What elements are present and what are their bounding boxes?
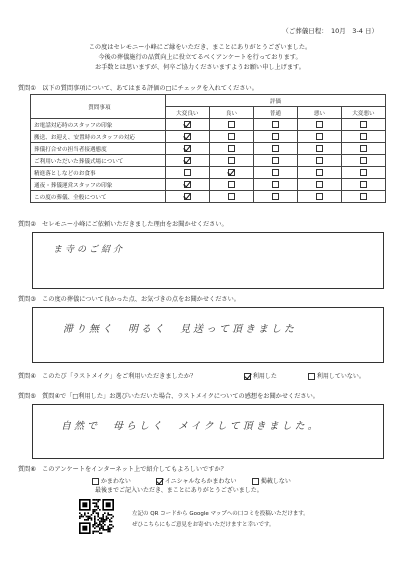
rating-checkbox[interactable] [360,133,367,140]
rating-cell [165,143,209,155]
rating-checkbox[interactable] [272,157,279,164]
rating-checkbox[interactable] [360,169,367,176]
intro-text [0,43,400,73]
rating-cell [297,143,341,155]
rating-cell [253,179,297,191]
rating-checkbox[interactable] [228,181,235,188]
rating-cell [297,155,341,167]
q2-answer-box[interactable] [32,232,384,289]
closing-text: 最後までご記入いただき、まことにありがとうございました。 [95,487,263,494]
rating-checkbox[interactable] [360,193,367,200]
col-header-item: 質問事項 [31,95,166,119]
question-item: お電話対応時のスタッフの印象 [31,119,166,131]
rating-checkbox[interactable] [272,133,279,140]
rating-checkbox[interactable] [316,181,323,188]
rating-checkbox[interactable] [184,145,191,152]
q6-option-no[interactable] [252,476,291,485]
rating-cell [297,119,341,131]
q4-checkbox-not-used[interactable] [308,373,315,380]
rating-header-cell: 大変良い [165,107,209,119]
q1-label: 質問① 以下の質問事項について、あてはまる評価の□にチェックを入れてください。 [18,85,258,92]
footer-line: 左記の QR コードから Google マップへの口コミを投稿いただけます。 [132,511,309,517]
rating-header-cell: 普通 [253,107,297,119]
rating-cell [341,179,385,191]
rating-cell [209,131,253,143]
rating-cell [165,131,209,143]
rating-header-cell: 大変悪い [341,107,385,119]
rating-cell [209,191,253,203]
rating-cell [209,143,253,155]
rating-checkbox[interactable] [272,169,279,176]
rating-cell [297,191,341,203]
q4-option-used[interactable] [244,371,277,380]
rating-cell [341,131,385,143]
q3-label: 質問③ この度の葬儀について良かった点、お気づきの点をお聞かせください。 [18,296,240,303]
intro-line: この度はセレモニー小峰にご縁をいただき、まことにありがとうございました。 [88,44,312,51]
table-row [31,119,386,131]
qr-code-icon[interactable] [79,499,114,534]
q6-option-label: イニシャルならかまわない [164,478,237,485]
rating-checkbox[interactable] [316,157,323,164]
rating-checkbox[interactable] [184,133,191,140]
q4-option-not-used[interactable] [308,371,365,380]
footer-line: ぜひこちらにもご意見をお寄せいただけますと幸いです。 [132,522,275,528]
rating-checkbox[interactable] [184,157,191,164]
q3-answer: 滞り無く 明るく 見送って頂きました [63,324,297,335]
q4-option-label: 利用した [252,373,277,380]
rating-cell [341,167,385,179]
rating-checkbox[interactable] [316,121,323,128]
rating-checkbox[interactable] [184,181,191,188]
q6-option-ok[interactable] [92,476,131,485]
rating-table [30,94,386,203]
rating-cell [253,143,297,155]
question-item: 搬送、お迎え、安置時のスタッフの対応 [31,131,166,143]
rating-checkbox[interactable] [184,193,191,200]
q6-option-initials[interactable] [156,476,237,485]
q5-label: 質問⑤ 質問④で「□利用した」お選びいただいた場合、ラストメイクについての感想をお聞かせください。 [18,393,319,400]
q6-label: 質問⑥ このアンケートをインターネット上で紹介してもよろしいですか？ [18,466,227,473]
rating-checkbox[interactable] [272,145,279,152]
table-row [31,143,386,155]
rating-cell [253,155,297,167]
rating-checkbox[interactable] [272,121,279,128]
q6-checkbox-ok[interactable] [92,478,99,485]
rating-cell [341,119,385,131]
table-row [31,191,386,203]
rating-checkbox[interactable] [360,181,367,188]
rating-cell [165,119,209,131]
q6-checkbox-initials[interactable] [156,478,163,485]
q6-option-label: かまわない [100,478,131,485]
question-item: この度の葬儀、全般について [31,191,166,203]
rating-checkbox[interactable] [316,169,323,176]
q6-checkbox-no[interactable] [252,478,259,485]
rating-checkbox[interactable] [360,145,367,152]
rating-checkbox[interactable] [228,169,235,176]
rating-cell [297,167,341,179]
rating-checkbox[interactable] [184,121,191,128]
col-header-rating: 評価 [165,95,385,107]
rating-cell [341,143,385,155]
rating-checkbox[interactable] [228,193,235,200]
rating-cell [341,191,385,203]
question-item: ご利用いただいた葬儀式場について [31,155,166,167]
rating-cell [209,167,253,179]
rating-checkbox[interactable] [316,145,323,152]
ceremony-date: （ご葬儀日程： 10月 3-4 日） [282,27,378,35]
rating-checkbox[interactable] [360,157,367,164]
table-row [31,167,386,179]
q4-label: 質問④ このたび「ラストメイク」をご利用いただきましたか？ [18,373,197,380]
rating-checkbox[interactable] [228,133,235,140]
table-row [31,131,386,143]
rating-checkbox[interactable] [272,193,279,200]
rating-checkbox[interactable] [228,157,235,164]
rating-cell [209,179,253,191]
rating-header-cell: 悪い [297,107,341,119]
q4-checkbox-used[interactable] [244,373,251,380]
intro-line: お手数とは思いますが、何卒ご協力くださいますようお願い申し上げます。 [95,64,305,71]
rating-checkbox[interactable] [228,121,235,128]
q2-label: 質問② セレモニー小峰にご依頼いただきました理由をお聞かせください。 [18,221,228,228]
rating-cell [209,119,253,131]
rating-checkbox[interactable] [316,133,323,140]
rating-checkbox[interactable] [360,121,367,128]
q3-answer-box[interactable] [32,307,384,363]
rating-body [31,119,386,203]
q2-answer: ま寺のご紹介 [53,245,126,255]
q6-option-label: 掲載しない [260,478,291,485]
intro-line: 今後の葬儀施行の品質向上に役立てるべくアンケートを行っております。 [98,54,302,61]
rating-cell [297,179,341,191]
rating-cell [165,191,209,203]
question-item: 通夜・葬儀運営スタッフの印象 [31,179,166,191]
rating-cell [165,155,209,167]
rating-cell [165,167,209,179]
table-row [31,179,386,191]
rating-checkbox[interactable] [228,145,235,152]
q5-answer: 自然で 母らしく メイクして頂きました。 [61,421,321,432]
rating-cell [253,167,297,179]
rating-checkbox[interactable] [316,193,323,200]
rating-header-cell: 良い [209,107,253,119]
rating-cell [253,191,297,203]
table-row [31,155,386,167]
rating-cell [209,155,253,167]
rating-cell [165,179,209,191]
rating-checkbox[interactable] [184,169,191,176]
rating-cell [253,119,297,131]
rating-cell [253,131,297,143]
rating-cell [297,131,341,143]
rating-cell [341,155,385,167]
q5-answer-box[interactable] [32,404,384,459]
q4-option-label: 利用していない。 [316,373,365,380]
question-item: 葬儀打合せの担当者接遇態度 [31,143,166,155]
rating-checkbox[interactable] [272,181,279,188]
question-item: 精進落としなどのお食事 [31,167,166,179]
